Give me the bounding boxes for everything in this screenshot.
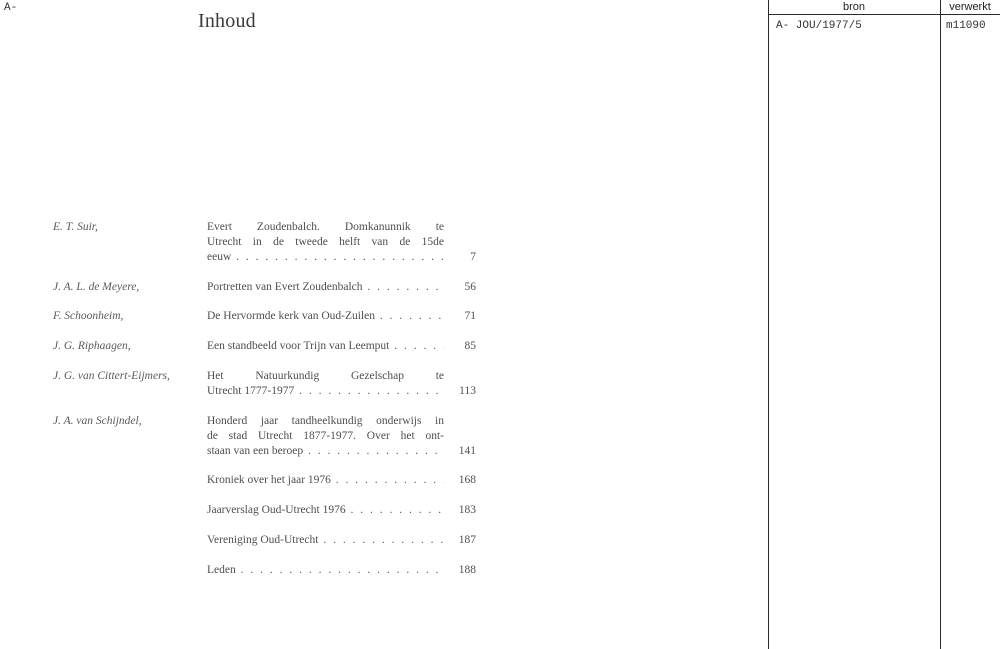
toc-page-number: 168 bbox=[458, 474, 476, 486]
toc-author: J. A. L. de Meyere, bbox=[53, 281, 140, 293]
toc-title bbox=[207, 533, 444, 548]
toc-author: J. A. van Schijndel, bbox=[53, 415, 142, 427]
toc-title-line: Honderd jaar tandheelkundig onderwijs in bbox=[207, 415, 444, 427]
toc-title-line: Portretten van Evert Zoudenbalch . . . bbox=[207, 280, 444, 295]
toc-title bbox=[207, 220, 444, 265]
register-divider bbox=[940, 0, 941, 649]
toc-title-line: Evert Zoudenbalch. Domkanunnik te bbox=[207, 221, 444, 233]
register-header-verwerkt: verwerkt bbox=[949, 1, 991, 13]
toc-title-line: Kroniek over het jaar 1976 . . . bbox=[207, 473, 444, 488]
toc-title bbox=[207, 339, 444, 354]
toc-title-line: Utrecht in de tweede helft van de 15de bbox=[207, 236, 444, 248]
toc-page-number: 187 bbox=[458, 534, 476, 546]
toc-title bbox=[207, 563, 444, 578]
toc-title bbox=[207, 503, 444, 518]
toc-title-line: De Hervormde kerk van Oud-Zuilen . . . bbox=[207, 309, 444, 324]
toc-title-line: Utrecht 1777-1977 . . . bbox=[207, 384, 444, 399]
toc-page-number: 56 bbox=[464, 281, 476, 293]
toc-title-line: Het Natuurkundig Gezelschap te bbox=[207, 370, 444, 382]
toc-title-line: Jaarverslag Oud-Utrecht 1976 . . . bbox=[207, 503, 444, 518]
toc-page-number: 113 bbox=[459, 385, 476, 397]
register-cell-verwerkt: m11090 bbox=[946, 20, 986, 32]
toc-title-line: Vereniging Oud-Utrecht . . . bbox=[207, 533, 444, 548]
corner-mark: A- bbox=[4, 2, 18, 14]
toc-author: E. T. Suir, bbox=[53, 221, 98, 233]
toc-title-line: eeuw . . . bbox=[207, 250, 444, 265]
toc-title bbox=[207, 414, 444, 459]
toc-title-line: Een standbeeld voor Trijn van Leemput . . . bbox=[207, 339, 444, 354]
register-cell-bron: A- JOU/1977/5 bbox=[776, 20, 862, 32]
toc-page-number: 85 bbox=[464, 340, 476, 352]
register-divider bbox=[768, 0, 769, 649]
toc-author: J. G. Riphaagen, bbox=[53, 340, 131, 352]
toc-page-number: 183 bbox=[458, 504, 476, 516]
toc-page-number: 141 bbox=[458, 445, 476, 457]
toc-page-number: 188 bbox=[458, 564, 476, 576]
toc-page-number: 7 bbox=[470, 251, 476, 263]
page-title: Inhoud bbox=[198, 10, 256, 32]
register-table bbox=[768, 0, 1000, 649]
toc-title bbox=[207, 369, 444, 399]
toc-title-line: staan van een beroep . . . bbox=[207, 444, 444, 459]
toc-title bbox=[207, 280, 444, 295]
toc-title bbox=[207, 473, 444, 488]
register-header-bron: bron bbox=[842, 1, 866, 13]
toc-page-number: 71 bbox=[464, 310, 476, 322]
toc-author: F. Schoonheim, bbox=[53, 310, 124, 322]
toc-title-line: de stad Utrecht 1877-1977. Over het ont- bbox=[207, 430, 444, 442]
toc-title bbox=[207, 309, 444, 324]
toc-title-line: Leden . . . bbox=[207, 563, 444, 578]
toc-author: J. G. van Cittert-Eijmers, bbox=[53, 370, 170, 382]
